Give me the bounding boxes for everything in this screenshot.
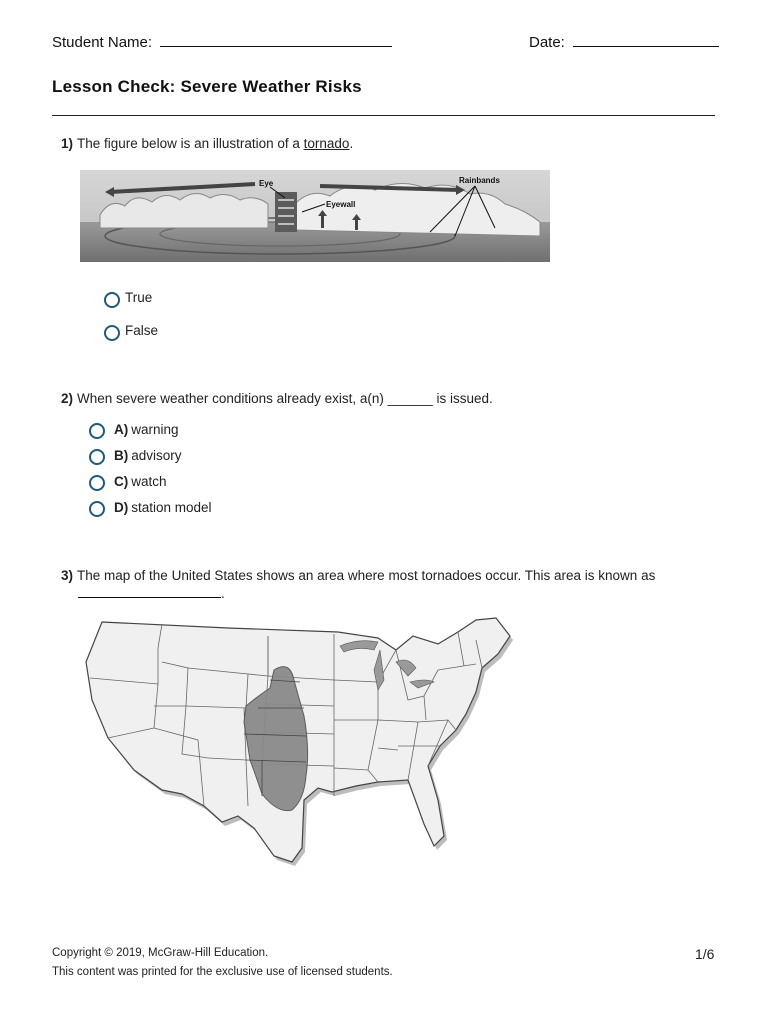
date-blank[interactable] <box>573 32 719 47</box>
storm-cross-section-figure <box>80 170 550 262</box>
q2-option-b <box>114 448 182 463</box>
q2-option-c <box>114 474 167 489</box>
q2-option-b-label: advisory <box>131 448 182 463</box>
q1-option-false-label: False <box>125 323 159 338</box>
q2-option-c-letter: C) <box>114 474 129 489</box>
q2-option-d-label: station model <box>131 500 212 515</box>
student-name-label: Student Name: <box>52 34 153 51</box>
page-number: 1/6 <box>695 946 715 962</box>
footer-copyright: Copyright © 2019, McGraw-Hill Education. <box>52 947 269 959</box>
student-name-row <box>52 32 392 51</box>
us-tornado-map <box>78 610 518 868</box>
student-name-blank[interactable] <box>160 32 392 47</box>
question-1-underlined-term: tornado <box>303 136 350 151</box>
date-row <box>529 32 719 51</box>
label-rainbands: Rainbands <box>459 176 500 185</box>
date-label: Date: <box>529 34 565 51</box>
q2-option-d-radio[interactable] <box>89 501 105 517</box>
q2-option-a-radio[interactable] <box>89 423 105 439</box>
q1-option-true-label: True <box>125 290 153 305</box>
q2-option-b-radio[interactable] <box>89 449 105 465</box>
question-2-text: When severe weather conditions already exist, a(n) ______ is issued. <box>77 391 493 406</box>
question-3-blank-end: . <box>221 586 225 601</box>
footer-notice: This content was printed for the exclusive use of licensed students. <box>52 966 393 978</box>
q2-option-c-radio[interactable] <box>89 475 105 491</box>
question-1-text: The figure below is an illustration of a <box>77 136 304 151</box>
question-1-number: 1) <box>61 136 74 151</box>
question-3 <box>61 568 721 583</box>
question-1 <box>61 136 353 151</box>
question-1-text-end: . <box>349 136 354 151</box>
q1-option-true-radio[interactable] <box>104 292 120 308</box>
label-eyewall: Eyewall <box>326 200 356 209</box>
q1-option-false-radio[interactable] <box>104 325 120 341</box>
eyewall-shape <box>275 192 297 232</box>
question-3-answer-blank[interactable] <box>78 583 221 598</box>
q2-option-a-label: warning <box>131 422 179 437</box>
q2-option-c-label: watch <box>131 474 167 489</box>
q2-option-a <box>114 422 179 437</box>
q2-option-a-letter: A) <box>114 422 129 437</box>
question-3-blank-row <box>78 583 225 601</box>
q2-option-b-letter: B) <box>114 448 129 463</box>
question-2-number: 2) <box>61 391 74 406</box>
title-divider <box>52 115 715 116</box>
question-3-text: The map of the United States shows an area where most tornadoes occur. This area is known as <box>77 568 656 583</box>
q2-option-d <box>114 500 212 515</box>
q2-option-d-letter: D) <box>114 500 129 515</box>
question-3-number: 3) <box>61 568 74 583</box>
page-title: Lesson Check: Severe Weather Risks <box>52 77 362 96</box>
question-2 <box>61 391 493 406</box>
label-eye: Eye <box>259 179 274 188</box>
